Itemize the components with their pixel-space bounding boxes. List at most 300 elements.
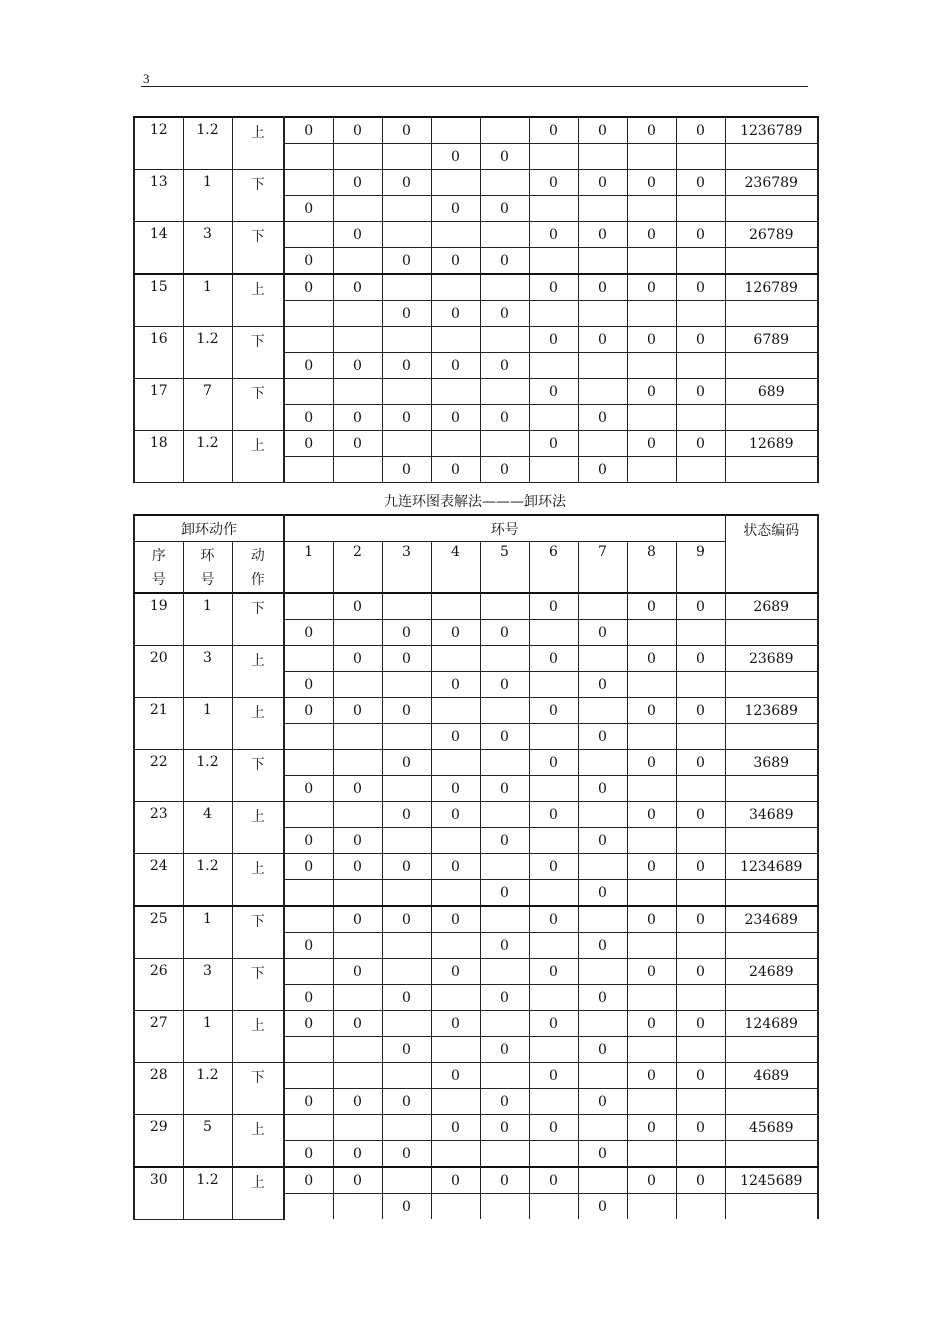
row-action: 上 bbox=[232, 646, 284, 698]
row-seq: 16 bbox=[134, 327, 183, 379]
ring-cell-up: 0 bbox=[578, 327, 627, 353]
ring-cell-up bbox=[431, 646, 480, 672]
row-status-code: 26789 bbox=[725, 222, 818, 248]
ring-cell-up: 0 bbox=[333, 698, 382, 724]
ring-cell-down bbox=[676, 828, 725, 854]
ring-cell-up: 0 bbox=[529, 854, 578, 880]
row-status-blank bbox=[725, 776, 818, 802]
ring-cell-up: 0 bbox=[431, 802, 480, 828]
ring-cell-down bbox=[676, 672, 725, 698]
row-action: 上 bbox=[232, 854, 284, 907]
ring-cell-down: 0 bbox=[382, 985, 431, 1011]
ring-cell-down bbox=[529, 933, 578, 959]
ring-cell-up: 0 bbox=[529, 698, 578, 724]
ring-cell-up: 0 bbox=[627, 379, 676, 405]
ring-cell-down bbox=[578, 353, 627, 379]
ring-cell-up bbox=[382, 1063, 431, 1089]
table-caption: 九连环图表解法———卸环法 bbox=[384, 494, 566, 510]
ring-cell-up bbox=[284, 750, 333, 776]
header-ring-6: 6 bbox=[529, 542, 578, 594]
row-seq: 20 bbox=[134, 646, 183, 698]
ring-cell-down: 0 bbox=[431, 196, 480, 222]
header-ring-no-top: 环 bbox=[200, 548, 215, 564]
ring-cell-down bbox=[676, 776, 725, 802]
ring-cell-up: 0 bbox=[382, 906, 431, 933]
ring-cell-down bbox=[529, 776, 578, 802]
row-ring-no: 3 bbox=[183, 959, 232, 1011]
ring-cell-up bbox=[333, 750, 382, 776]
row-action: 上 bbox=[232, 117, 284, 170]
ring-cell-up: 0 bbox=[529, 1167, 578, 1194]
row-action: 下 bbox=[232, 959, 284, 1011]
ring-cell-down bbox=[431, 880, 480, 907]
table-row bbox=[134, 802, 818, 828]
ring-cell-down: 0 bbox=[578, 620, 627, 646]
ring-cell-up bbox=[333, 327, 382, 353]
ring-cell-down bbox=[333, 620, 382, 646]
ring-cell-down: 0 bbox=[431, 457, 480, 483]
ring-cell-down bbox=[529, 724, 578, 750]
ring-cell-down bbox=[529, 144, 578, 170]
ring-cell-up: 0 bbox=[333, 1011, 382, 1037]
row-action: 上 bbox=[232, 431, 284, 483]
ring-cell-down: 0 bbox=[284, 1089, 333, 1115]
ring-cell-down: 0 bbox=[480, 353, 529, 379]
ring-cell-up: 0 bbox=[676, 1063, 725, 1089]
ring-cell-down: 0 bbox=[382, 1141, 431, 1168]
ring-cell-up: 0 bbox=[382, 854, 431, 880]
ring-cell-down: 0 bbox=[578, 1089, 627, 1115]
ring-cell-down: 0 bbox=[333, 353, 382, 379]
ring-cell-up bbox=[284, 646, 333, 672]
row-action: 上 bbox=[232, 698, 284, 750]
ring-cell-up: 0 bbox=[431, 1063, 480, 1089]
ring-cell-up: 0 bbox=[627, 431, 676, 457]
row-ring-no: 7 bbox=[183, 379, 232, 431]
ring-cell-up bbox=[480, 274, 529, 301]
row-ring-no: 1 bbox=[183, 593, 232, 646]
ring-cell-up: 0 bbox=[676, 222, 725, 248]
ring-cell-up: 0 bbox=[480, 1167, 529, 1194]
ring-cell-up bbox=[480, 593, 529, 620]
ring-cell-up bbox=[382, 1011, 431, 1037]
ring-cell-down: 0 bbox=[578, 405, 627, 431]
ring-cell-up: 0 bbox=[529, 646, 578, 672]
header-ring-5: 5 bbox=[480, 542, 529, 594]
ring-cell-down: 0 bbox=[382, 301, 431, 327]
ring-cell-down bbox=[529, 457, 578, 483]
ring-cell-down bbox=[284, 457, 333, 483]
ring-cell-up: 0 bbox=[676, 646, 725, 672]
ring-cell-down bbox=[529, 1089, 578, 1115]
ring-cell-up: 0 bbox=[627, 750, 676, 776]
ring-cell-up: 0 bbox=[529, 750, 578, 776]
ring-cell-up: 0 bbox=[333, 646, 382, 672]
ring-cell-down bbox=[333, 1194, 382, 1220]
ring-cell-down: 0 bbox=[284, 405, 333, 431]
ring-cell-up: 0 bbox=[333, 222, 382, 248]
row-status-blank bbox=[725, 1141, 818, 1168]
ring-cell-down bbox=[382, 144, 431, 170]
header-ring-4: 4 bbox=[431, 542, 480, 594]
row-action: 下 bbox=[232, 750, 284, 802]
ring-cell-down bbox=[627, 405, 676, 431]
ring-cell-up: 0 bbox=[627, 854, 676, 880]
ring-cell-up: 0 bbox=[529, 802, 578, 828]
ring-cell-up: 0 bbox=[382, 170, 431, 196]
row-status-code: 124689 bbox=[725, 1011, 818, 1037]
ring-cell-up bbox=[480, 222, 529, 248]
ring-cell-down bbox=[578, 301, 627, 327]
ring-cell-down: 0 bbox=[284, 353, 333, 379]
ring-cell-down bbox=[284, 301, 333, 327]
ring-cell-down: 0 bbox=[431, 672, 480, 698]
ring-cell-up: 0 bbox=[627, 222, 676, 248]
row-action: 上 bbox=[232, 802, 284, 854]
ring-cell-up: 0 bbox=[431, 1011, 480, 1037]
ring-cell-up bbox=[284, 906, 333, 933]
ring-cell-down bbox=[431, 933, 480, 959]
row-action: 下 bbox=[232, 379, 284, 431]
row-status-code: 236789 bbox=[725, 170, 818, 196]
ring-cell-up bbox=[578, 750, 627, 776]
ring-cell-up bbox=[480, 379, 529, 405]
ring-cell-down bbox=[627, 457, 676, 483]
row-status-blank bbox=[725, 933, 818, 959]
table-row bbox=[134, 854, 818, 880]
ring-cell-up: 0 bbox=[627, 802, 676, 828]
table-row bbox=[134, 379, 818, 405]
ring-cell-up: 0 bbox=[382, 117, 431, 144]
ring-cell-up: 0 bbox=[529, 222, 578, 248]
ring-cell-down: 0 bbox=[284, 672, 333, 698]
ring-cell-down bbox=[676, 724, 725, 750]
ring-cell-down: 0 bbox=[382, 1194, 431, 1220]
ring-cell-down bbox=[382, 724, 431, 750]
row-action: 上 bbox=[232, 274, 284, 327]
ring-cell-down bbox=[333, 1037, 382, 1063]
header-action bbox=[232, 542, 284, 594]
page-number: 3 bbox=[143, 71, 150, 86]
row-seq: 29 bbox=[134, 1115, 183, 1168]
ring-cell-up: 0 bbox=[284, 1011, 333, 1037]
ring-cell-up bbox=[284, 222, 333, 248]
ring-cell-down bbox=[284, 1194, 333, 1220]
ring-cell-up bbox=[333, 1115, 382, 1141]
ring-cell-down bbox=[333, 672, 382, 698]
header-seq-bottom: 号 bbox=[151, 572, 166, 588]
ring-cell-up bbox=[480, 906, 529, 933]
ring-cell-up: 0 bbox=[382, 646, 431, 672]
header-ring-2: 2 bbox=[333, 542, 382, 594]
ring-cell-down bbox=[333, 985, 382, 1011]
ring-cell-down: 0 bbox=[284, 196, 333, 222]
ring-cell-down bbox=[333, 933, 382, 959]
ring-cell-down: 0 bbox=[480, 196, 529, 222]
row-seq: 17 bbox=[134, 379, 183, 431]
table-row bbox=[134, 906, 818, 933]
ring-cell-down bbox=[529, 1141, 578, 1168]
row-seq: 13 bbox=[134, 170, 183, 222]
row-ring-no: 3 bbox=[183, 222, 232, 275]
row-status-code: 23689 bbox=[725, 646, 818, 672]
ring-cell-down bbox=[676, 620, 725, 646]
ring-cell-up: 0 bbox=[578, 117, 627, 144]
ring-cell-down: 0 bbox=[480, 672, 529, 698]
row-status-code: 45689 bbox=[725, 1115, 818, 1141]
ring-cell-down: 0 bbox=[578, 880, 627, 907]
row-action: 下 bbox=[232, 170, 284, 222]
row-ring-no: 1.2 bbox=[183, 327, 232, 379]
row-action: 下 bbox=[232, 1063, 284, 1115]
ring-cell-up: 0 bbox=[284, 117, 333, 144]
ring-cell-up bbox=[284, 959, 333, 985]
ring-cell-down: 0 bbox=[480, 828, 529, 854]
ring-cell-down: 0 bbox=[333, 776, 382, 802]
ring-cell-down bbox=[627, 353, 676, 379]
ring-cell-down bbox=[627, 724, 676, 750]
row-status-code: 24689 bbox=[725, 959, 818, 985]
ring-cell-up: 0 bbox=[529, 327, 578, 353]
ring-cell-down: 0 bbox=[382, 1037, 431, 1063]
ring-cell-up bbox=[382, 222, 431, 248]
row-ring-no: 3 bbox=[183, 646, 232, 698]
ring-cell-down: 0 bbox=[382, 353, 431, 379]
ring-cell-up bbox=[480, 854, 529, 880]
ring-cell-up: 0 bbox=[578, 222, 627, 248]
row-status-blank bbox=[725, 620, 818, 646]
table-row bbox=[134, 327, 818, 353]
ring-cell-down bbox=[627, 301, 676, 327]
table-row bbox=[134, 170, 818, 196]
table-row bbox=[134, 431, 818, 457]
ring-cell-up bbox=[382, 593, 431, 620]
row-seq: 12 bbox=[134, 117, 183, 170]
row-seq: 30 bbox=[134, 1167, 183, 1219]
ring-cell-down bbox=[529, 1194, 578, 1220]
row-status-code: 2689 bbox=[725, 593, 818, 620]
ring-cell-down bbox=[676, 144, 725, 170]
ring-cell-down: 0 bbox=[284, 985, 333, 1011]
ring-cell-down: 0 bbox=[382, 620, 431, 646]
ring-cell-up: 0 bbox=[284, 274, 333, 301]
row-ring-no: 5 bbox=[183, 1115, 232, 1168]
ring-cell-down: 0 bbox=[382, 1089, 431, 1115]
row-status-code: 4689 bbox=[725, 1063, 818, 1089]
ring-cell-down bbox=[529, 880, 578, 907]
ring-cell-up bbox=[382, 1115, 431, 1141]
row-seq: 28 bbox=[134, 1063, 183, 1115]
ring-cell-down: 0 bbox=[578, 828, 627, 854]
row-seq: 27 bbox=[134, 1011, 183, 1063]
row-action: 下 bbox=[232, 906, 284, 959]
ring-cell-up: 0 bbox=[529, 593, 578, 620]
table-row bbox=[134, 274, 818, 301]
ring-cell-up bbox=[578, 1011, 627, 1037]
row-status-blank bbox=[725, 353, 818, 379]
table-row bbox=[134, 646, 818, 672]
ring-cell-down: 0 bbox=[284, 828, 333, 854]
ring-cell-up: 0 bbox=[431, 906, 480, 933]
ring-cell-up: 0 bbox=[431, 854, 480, 880]
row-ring-no: 1 bbox=[183, 1011, 232, 1063]
ring-cell-up: 0 bbox=[627, 959, 676, 985]
row-status-code: 34689 bbox=[725, 802, 818, 828]
ring-cell-down bbox=[676, 196, 725, 222]
ring-cell-down: 0 bbox=[333, 1141, 382, 1168]
ring-cell-down: 0 bbox=[480, 880, 529, 907]
ring-cell-up bbox=[480, 1063, 529, 1089]
ring-cell-down: 0 bbox=[480, 301, 529, 327]
ring-cell-down bbox=[333, 196, 382, 222]
ring-cell-up bbox=[333, 379, 382, 405]
ring-cell-down: 0 bbox=[431, 620, 480, 646]
ring-cell-up: 0 bbox=[676, 274, 725, 301]
row-seq: 15 bbox=[134, 274, 183, 327]
ring-cell-up bbox=[480, 117, 529, 144]
ring-cell-up: 0 bbox=[627, 646, 676, 672]
ring-cell-down bbox=[284, 724, 333, 750]
ring-cell-up bbox=[382, 274, 431, 301]
ring-cell-up: 0 bbox=[529, 1115, 578, 1141]
ring-cell-down bbox=[431, 1194, 480, 1220]
ring-cell-up: 0 bbox=[627, 698, 676, 724]
ring-cell-up bbox=[382, 327, 431, 353]
table-row bbox=[134, 1115, 818, 1141]
ring-cell-down bbox=[529, 828, 578, 854]
row-action: 下 bbox=[232, 327, 284, 379]
row-seq: 22 bbox=[134, 750, 183, 802]
ring-cell-down bbox=[676, 1194, 725, 1220]
ring-cell-down: 0 bbox=[480, 724, 529, 750]
ring-table-part-1 bbox=[133, 116, 819, 483]
ring-cell-up bbox=[480, 1011, 529, 1037]
ring-cell-down bbox=[382, 880, 431, 907]
ring-cell-up: 0 bbox=[676, 327, 725, 353]
ring-cell-down: 0 bbox=[578, 724, 627, 750]
ring-cell-down bbox=[382, 933, 431, 959]
ring-cell-down bbox=[627, 1141, 676, 1168]
ring-cell-up: 0 bbox=[676, 959, 725, 985]
ring-cell-up bbox=[333, 1063, 382, 1089]
row-status-code: 234689 bbox=[725, 906, 818, 933]
ring-table-part-2 bbox=[133, 514, 819, 1220]
row-seq: 25 bbox=[134, 906, 183, 959]
ring-cell-up: 0 bbox=[529, 959, 578, 985]
ring-cell-down bbox=[627, 880, 676, 907]
row-status-blank bbox=[725, 405, 818, 431]
ring-cell-up: 0 bbox=[431, 1167, 480, 1194]
ring-cell-up: 0 bbox=[284, 698, 333, 724]
ring-cell-down: 0 bbox=[431, 353, 480, 379]
table-row bbox=[134, 1063, 818, 1089]
ring-cell-up bbox=[578, 1167, 627, 1194]
ring-cell-up: 0 bbox=[333, 1167, 382, 1194]
ring-cell-down bbox=[627, 933, 676, 959]
row-seq: 23 bbox=[134, 802, 183, 854]
ring-cell-up bbox=[431, 117, 480, 144]
ring-cell-up bbox=[431, 222, 480, 248]
row-status-blank bbox=[725, 1037, 818, 1063]
ring-cell-down bbox=[431, 828, 480, 854]
header-action-bottom: 作 bbox=[250, 572, 265, 588]
table-row bbox=[134, 1011, 818, 1037]
row-action: 下 bbox=[232, 222, 284, 275]
ring-cell-up bbox=[284, 593, 333, 620]
ring-cell-down bbox=[529, 620, 578, 646]
row-seq: 21 bbox=[134, 698, 183, 750]
table-row bbox=[134, 117, 818, 144]
ring-cell-up: 0 bbox=[627, 1011, 676, 1037]
ring-cell-up: 0 bbox=[676, 854, 725, 880]
row-status-code: 12689 bbox=[725, 431, 818, 457]
ring-cell-up bbox=[480, 959, 529, 985]
ring-cell-down: 0 bbox=[431, 776, 480, 802]
ring-cell-down: 0 bbox=[382, 405, 431, 431]
ring-cell-up: 0 bbox=[529, 379, 578, 405]
ring-cell-down bbox=[529, 985, 578, 1011]
row-status-blank bbox=[725, 1089, 818, 1115]
ring-cell-up bbox=[284, 379, 333, 405]
ring-cell-up bbox=[578, 431, 627, 457]
ring-cell-down bbox=[284, 1037, 333, 1063]
ring-cell-down: 0 bbox=[284, 620, 333, 646]
row-action: 上 bbox=[232, 1011, 284, 1063]
ring-cell-up bbox=[382, 431, 431, 457]
ring-cell-down bbox=[676, 1141, 725, 1168]
ring-cell-up: 0 bbox=[676, 117, 725, 144]
ring-cell-up: 0 bbox=[676, 802, 725, 828]
ring-cell-up: 0 bbox=[676, 698, 725, 724]
row-status-blank bbox=[725, 672, 818, 698]
ring-cell-up bbox=[284, 1115, 333, 1141]
row-seq: 18 bbox=[134, 431, 183, 483]
row-status-code: 123689 bbox=[725, 698, 818, 724]
ring-cell-down bbox=[480, 1194, 529, 1220]
ring-cell-down: 0 bbox=[480, 457, 529, 483]
ring-cell-down: 0 bbox=[284, 933, 333, 959]
ring-cell-down: 0 bbox=[284, 776, 333, 802]
ring-cell-down bbox=[676, 1089, 725, 1115]
ring-cell-down bbox=[333, 301, 382, 327]
ring-cell-up bbox=[578, 379, 627, 405]
header-rule bbox=[141, 86, 808, 87]
ring-cell-up bbox=[284, 802, 333, 828]
header-action-top: 动 bbox=[250, 548, 265, 564]
ring-cell-down bbox=[627, 196, 676, 222]
ring-cell-down bbox=[676, 1037, 725, 1063]
ring-cell-up bbox=[382, 1167, 431, 1194]
ring-cell-up: 0 bbox=[676, 1115, 725, 1141]
ring-cell-up bbox=[431, 379, 480, 405]
ring-cell-up: 0 bbox=[627, 593, 676, 620]
ring-cell-up bbox=[578, 802, 627, 828]
ring-cell-up: 0 bbox=[431, 1115, 480, 1141]
ring-cell-up: 0 bbox=[529, 274, 578, 301]
ring-cell-up bbox=[578, 959, 627, 985]
header-ring-3: 3 bbox=[382, 542, 431, 594]
ring-cell-up bbox=[480, 327, 529, 353]
ring-cell-down bbox=[627, 620, 676, 646]
table-row bbox=[134, 959, 818, 985]
ring-cell-up: 0 bbox=[333, 854, 382, 880]
row-action: 下 bbox=[232, 593, 284, 646]
ring-cell-down bbox=[431, 985, 480, 1011]
ring-cell-up: 0 bbox=[529, 1011, 578, 1037]
ring-cell-up: 0 bbox=[529, 906, 578, 933]
ring-cell-down bbox=[529, 672, 578, 698]
ring-cell-down bbox=[333, 880, 382, 907]
